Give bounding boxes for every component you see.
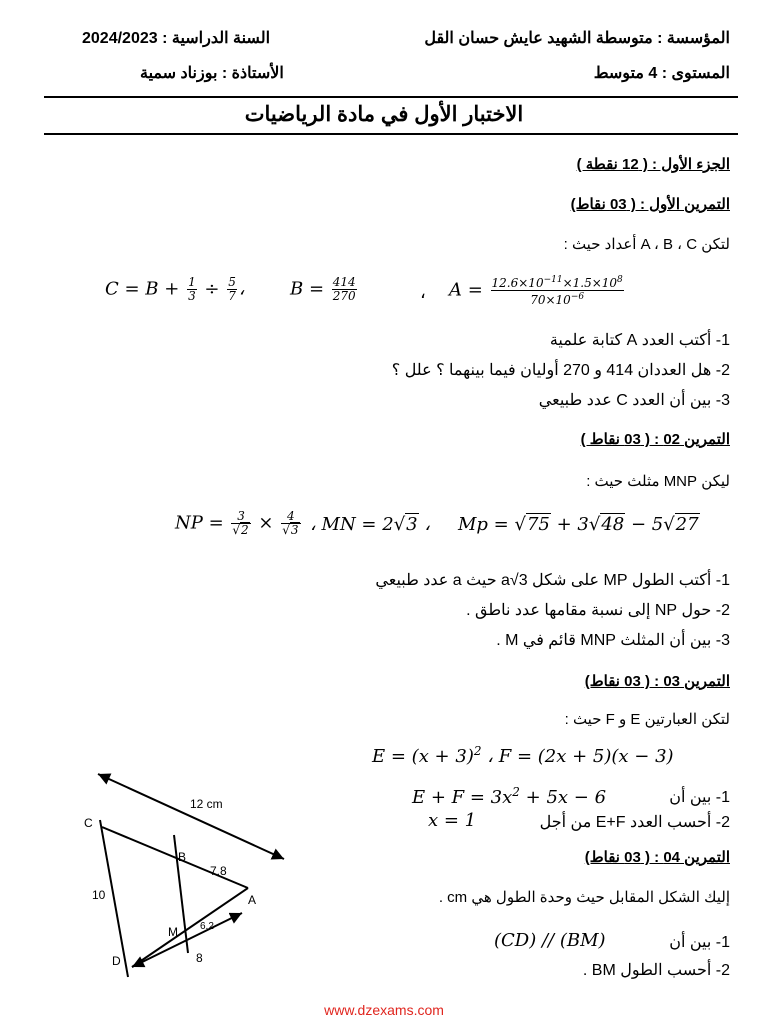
ex4-question-2: 2- أحسب الطول BM . bbox=[582, 962, 730, 979]
ex4-formula-parallel: (CD) // (BM) bbox=[494, 930, 606, 951]
segment-DA bbox=[132, 888, 248, 967]
ex3-question-2: 2- أحسب العدد E+F من أجل bbox=[539, 814, 730, 831]
label-point-M: M bbox=[168, 925, 178, 939]
footer-url[interactable]: www.dzexams.com bbox=[324, 1002, 444, 1018]
ex2-intro: ليكن MNP مثلث حيث : bbox=[586, 473, 730, 490]
ex3-intro: لتكن العبارتين E و F حيث : bbox=[564, 711, 730, 728]
ex4-question-1-prefix: 1- بين أن bbox=[669, 934, 730, 951]
label-12cm: 12 cm bbox=[190, 797, 223, 811]
label-7-8: 7.8 bbox=[210, 864, 227, 878]
ex4-heading: التمرين 04 : ( 03 نقاط) bbox=[584, 849, 730, 866]
ex3-heading: التمرين 03 : ( 03 نقاط) bbox=[584, 673, 730, 690]
level: المستوى : 4 متوسط bbox=[593, 65, 730, 82]
ex2-formula-Mp: Mp = √75 + 3√48 − 5√27 bbox=[458, 514, 699, 535]
label-point-D: D bbox=[112, 954, 121, 968]
title-bottom-rule bbox=[44, 133, 738, 135]
ex2-formula-NP: NP = $\frac{3}{√2}$ × $\frac{4}{√3}$ bbox=[175, 509, 299, 537]
ex2-question-1: 1- أكتب الطول MP على شكل a√3 حيث a عدد طبيعي bbox=[375, 572, 730, 589]
school-year: السنة الدراسية : 2024/2023 bbox=[82, 30, 271, 47]
label-6-2: 6.2 bbox=[200, 921, 214, 932]
ex2-question-3: 3- بين أن المثلث MNP قائم في M . bbox=[496, 632, 730, 649]
ex2-formula-MN: ، MN = 2√3 ، bbox=[310, 514, 431, 535]
title-top-rule bbox=[44, 96, 738, 98]
ex3-formula-sum: $E + F = 3x^2 + 5x - 6$ bbox=[412, 785, 607, 808]
ex1-heading: التمرين الأول : ( 03 نقاط) bbox=[570, 196, 730, 213]
geometry-figure bbox=[70, 765, 300, 985]
label-point-C: C bbox=[84, 816, 93, 830]
ex2-question-2: 2- حول NP إلى نسبة مقامها عدد ناطق . bbox=[466, 602, 730, 619]
ex2-heading: التمرين 02 : ( 03 نقاط ) bbox=[580, 431, 730, 448]
label-point-B: B bbox=[178, 850, 187, 864]
dimension-arrow-8 bbox=[132, 913, 242, 967]
dimension-arrow-12cm bbox=[98, 774, 284, 859]
ex1-separator: ، bbox=[420, 282, 426, 303]
ex1-formula-A: A = $\frac{12.6\times 10^{-11}\times 1.5\times 10^8}{70\times 10^{-6}}$ bbox=[449, 275, 623, 307]
part1-heading: الجزء الأول : ( 12 نقطة ) bbox=[576, 156, 730, 173]
ex1-question-1: 1- أكتب العدد A كتابة علمية bbox=[549, 332, 730, 349]
institution: المؤسسة : متوسطة الشهيد عايش حسان القل bbox=[424, 30, 730, 47]
teacher: الأستاذة : بوزناد سمية bbox=[140, 65, 284, 82]
label-10: 10 bbox=[92, 888, 106, 902]
exam-title: الاختبار الأول في مادة الرياضيات bbox=[244, 103, 524, 126]
ex1-question-2: 2- هل العددان 414 و 270 أوليان فيما بينهما ؟ علل ؟ bbox=[391, 362, 730, 379]
ex1-question-3: 3- بين أن العدد C عدد طبيعي bbox=[538, 392, 730, 409]
ex3-question-1-prefix: 1- بين أن bbox=[669, 789, 730, 806]
ex1-formula-C: C = B + $\frac{1}{3}$ ÷ $\frac{5}{7}$ ، bbox=[105, 275, 245, 303]
ex3-formula-x: x = 1 bbox=[428, 810, 477, 831]
label-8: 8 bbox=[196, 951, 203, 965]
ex1-formula-B: B = $\frac{414}{270}$ bbox=[290, 275, 356, 303]
label-point-A: A bbox=[248, 893, 257, 907]
ex1-intro: لتكن A ، B ، C أعداد حيث : bbox=[563, 236, 730, 253]
ex3-formula-E-F: $E = (x + 3)^2$ ، F = (2x + 5)(x − 3) bbox=[372, 744, 674, 767]
ex4-intro: إليك الشكل المقابل حيث وحدة الطول هي cm . bbox=[438, 889, 730, 906]
